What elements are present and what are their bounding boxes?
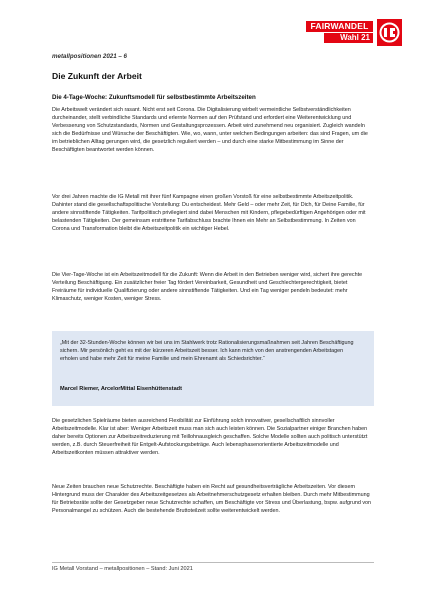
fairwandel-logo-line1: FAIRWANDEL [306, 21, 373, 32]
paragraph-5: Neue Zeiten brauchen neue Schutzrechte. Beschäftigte haben ein Recht auf gesundheitsverträgliche Arbeitszeiten. Vor diesem Hintergrund muss der Charakter des Arbeitszeitgesetzes als Arbeitnehmerschutzgesetz erhalten bleiben. Durch mehr Mitbestimmung für Betriebsräte sollte der Gesetzgeber neue Schutzrechte schaffen, um Beschäftigte vor Stress und Überlastung, bspw. aufgrund von Personalmangel zu schützen. Auch die bestehende Bruttoteilzeit sollte weiterentwickelt werden. [52, 484, 372, 515]
publication-label: metallpositionen 2021 – 6 [52, 53, 127, 60]
section-subtitle: Die 4-Tage-Woche: Zukunftsmodell für selbstbestimmte Arbeitszeiten [52, 94, 256, 101]
ig-metall-logo-icon [377, 19, 402, 46]
quote-text: „Mit der 32-Stunden-Woche können wir bei uns im Stahlwerk trotz Rationalisierungsmaßnahmen seit Jahren Beschäftigung sichern. Mir persönlich geht es mit der kürzeren Arbeitszeit besser. Ich kann mich von den anstrengenden Arbeitstagen erholen und habe mehr Zeit für meine Familie und mein Ehrenamt als Schiedsrichter.“ [60, 340, 354, 363]
paragraph-2: Vor drei Jahren machte die IG Metall mit ihrer fünf Kampagne einen großen Vorstoß für eine selbstbestimmte Arbeitszeitpolitik. Dahinter stand die gesellschaftspolitische Vorstellung: Du entscheidest. Mehr Geld – oder mehr Zeit, für Dich, für Deine Familie, für andere sinnstiftende Tätigkeiten. Tarifpolitisch privilegiert sind dabei Menschen mit Kindern, pflegebedürftigen Angehörigen oder mit belastenden Tätigkeiten. Der gemeinsam erstrittene Tarifabschluss brachte Ihnen ein Mehr an Selbstbestimmung. In Zeiten von Corona und Transformation bleibt die Arbeitszeitpolitik ein wichtiger Hebel. [52, 194, 366, 233]
quote-box [52, 331, 374, 406]
fairwandel-logo-line2: Wahl 21 [324, 33, 373, 43]
page-footer: IG Metall Vorstand – metallpositionen – Stand: Juni 2021 [52, 566, 193, 572]
paragraph-4: Die gesetzlichen Spielräume bieten ausreichend Flexibilität zur Einführung solch innovativer, gesellschaftlich sinnvoller Arbeitszeitmodelle. Klar ist aber: Weniger Arbeitszeit muss man sich auch leisten können. Die Sozialpartner einiger Branchen haben daher bereits Optionen zur Arbeitszeitreduzierung mit Teillohnausgleich geschaffen. Solche Modelle sollten auch politisch unterstützt werden, z.B. durch Steuerfreiheit für Entgelt-Aufstockungsbeträge. Auch lebensphasenorientierte Arbeitszeitmodelle und Arbeitszeitkonten müssen attraktiver werden. [52, 418, 368, 457]
fairwandel-logo [306, 21, 373, 43]
paragraph-1: Die Arbeitswelt verändert sich rasant. Nicht erst seit Corona. Die Digitalisierung wirbelt vermeintliche Selbstverständlichkeiten durcheinander, stellt verbindliche Standards und erlernte Normen auf den Prüfstand und erfordert eine Weiterentwicklung und Verbesserung von Schutzstandards, Normen und Gestaltungsprozessen. Arbeit wird zunehmend neu organisiert. Zugleich wandeln sich die Bedürfnisse und Wünsche der Beschäftigten. Wie, wo, wann, unter welchen Bedingungen arbeiten: das sind Fragen, um die im betrieblichen Alltag gerungen wird, die gesetzlich reguliert werden – und durch eine starke Mitbestimmung im Sinne der Beschäftigten beantwortet werden können. [52, 107, 368, 154]
page-title: Die Zukunft der Arbeit [52, 71, 142, 81]
paragraph-3: Die Vier-Tage-Woche ist ein Arbeitszeitmodell für die Zukunft: Wenn die Arbeit in den Betrieben weniger wird, sichert ihre gerechte Verteilung Beschäftigung. Ein zusätzlicher freier Tag fördert Vereinbarkeit, Gesundheit und Geschlechtergerechtigkeit, bietet Freiräume für individuelle Qualifizierung oder andere sinnstiftende Tätigkeiten. Und ein Tag weniger pendeln bedeutet: mehr Klimaschutz, weniger Kosten, weniger Stress. [52, 272, 363, 303]
footer-divider [52, 562, 374, 563]
quote-author: Marcel Riemer, ArcelorMittal Eisenhüttenstadt [60, 386, 182, 392]
